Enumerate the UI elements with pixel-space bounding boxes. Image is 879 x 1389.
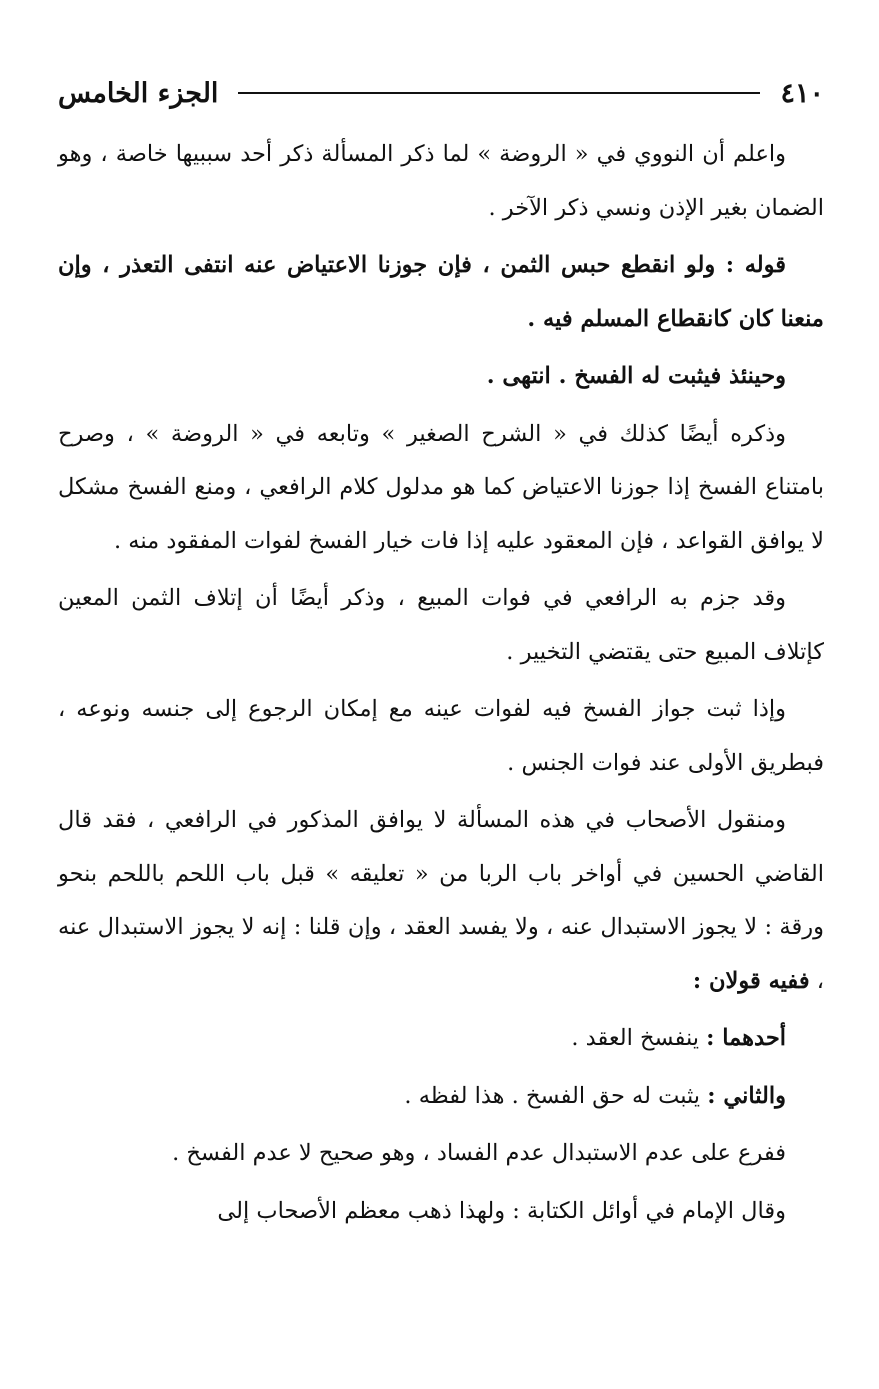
page-number: ٤١٠ [780, 77, 824, 109]
paragraph-4-text: وذكره أيضًا كذلك في « الشرح الصغير » وتابعه في « الروضة » ، وصرح بامتناع الفسخ إذا جوزنا الاعتياض كما هو مدلول كلام الرافعي ، ومنع الفسخ مشكل لا يوافق القواعد ، فإن المعقود عليه إذا فات خيار الفسخ لفوات المفقود منه . [58, 420, 824, 554]
header-rule [238, 92, 760, 94]
paragraph-7 [58, 794, 824, 1008]
paragraph-3-quote [58, 350, 824, 404]
paragraph-6-text: وإذا ثبت جواز الفسخ فيه لفوات عينه مع إمكان الرجوع إلى جنسه ونوعه ، فبطريق الأولى عند فوات الجنس . [58, 696, 824, 776]
paragraph-9 [58, 1070, 824, 1124]
running-title: الجزء الخامس [58, 77, 219, 109]
paragraph-7-text: ومنقول الأصحاب في هذه المسألة لا يوافق المذكور في الرافعي ، فقد قال القاضي الحسين في أواخر باب الربا من « تعليقه » قبل باب اللحم باللحم بنحو ورقة : لا يجوز الاستبدال عنه ، ولا يفسد العقد ، وإن قلنا : إنه لا يجوز الاستبدال عنه ، [58, 807, 824, 994]
paragraph-6 [58, 683, 824, 790]
paragraph-1 [58, 128, 824, 235]
paragraph-5-text: وقد جزم به الرافعي في فوات المبيع ، وذكر أيضًا أن إتلاف الثمن المعين كإتلاف المبيع حتى يقتضي التخيير . [58, 585, 824, 665]
paragraph-9-lead: والثاني : [707, 1082, 786, 1109]
page-header [58, 66, 824, 120]
paragraph-4 [58, 408, 824, 569]
paragraph-10-text: ففرع على عدم الاستبدال عدم الفساد ، وهو صحيح لا عدم الفسخ . [172, 1140, 786, 1166]
paragraph-3-text: وحينئذ فيثبت له الفسخ . انتهى . [486, 363, 786, 389]
paragraph-5 [58, 572, 824, 679]
paragraph-1-text: واعلم أن النووي في « الروضة » لما ذكر المسألة ذكر أحد سببيها خاصة ، وهو الضمان بغير الإذن ونسي ذكر الآخر . [58, 141, 824, 221]
paragraph-2-quote [58, 239, 824, 346]
paragraph-8 [58, 1012, 824, 1066]
paragraph-10 [58, 1127, 824, 1181]
paragraph-9-text: يثبت له حق الفسخ . هذا لفظه . [404, 1082, 708, 1109]
page-body [58, 128, 824, 1242]
paragraph-2-text: قوله : ولو انقطع حبس الثمن ، فإن جوزنا الاعتياض عنه انتفى التعذر ، وإن منعنا كان كانقطاع المسلم فيه . [58, 252, 824, 332]
paragraph-11 [58, 1185, 824, 1239]
paragraph-7-bold: ففيه قولان : [692, 967, 810, 994]
paragraph-11-text: وقال الإمام في أوائل الكتابة : ولهذا ذهب معظم الأصحاب إلى [217, 1197, 786, 1224]
paragraph-8-text: ينفسخ العقد . [571, 1025, 707, 1051]
paragraph-8-lead: أحدهما : [706, 1025, 786, 1051]
